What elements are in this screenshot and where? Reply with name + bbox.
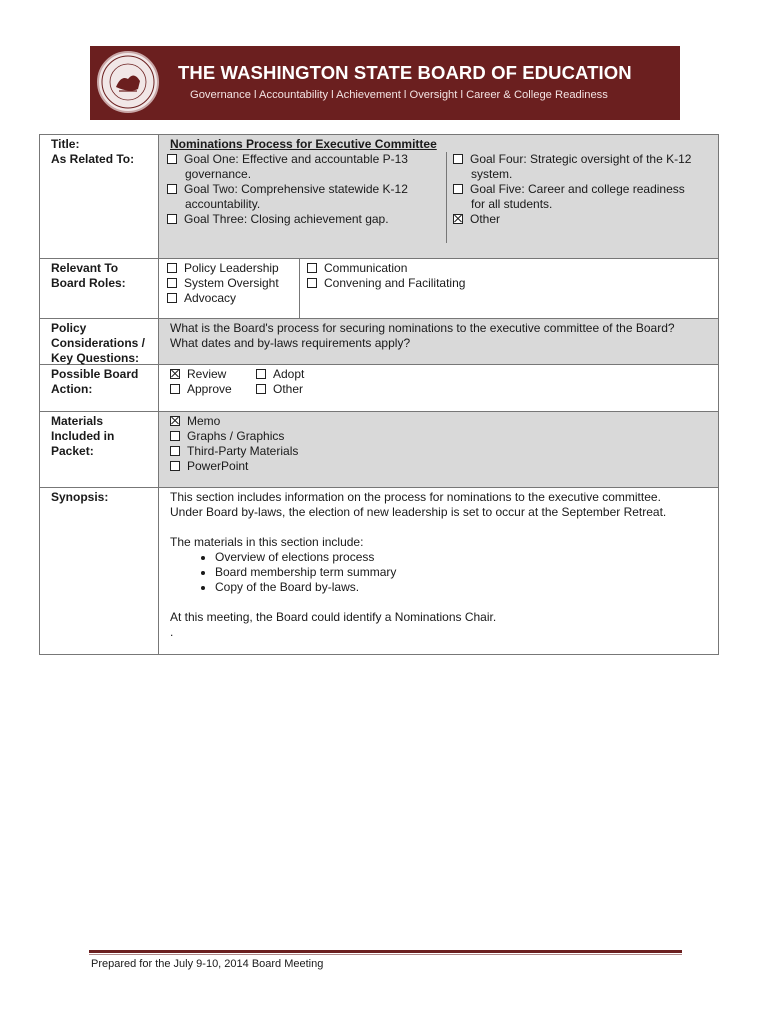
policy-question-2: What dates and by-laws requirements apply? xyxy=(170,336,411,350)
convening-checkbox[interactable] xyxy=(307,278,317,288)
goal-other-item: Other xyxy=(453,212,691,227)
state-board-seal-icon xyxy=(97,51,159,113)
materials-label: Materials xyxy=(51,414,104,428)
goals-right-column: Goal Four: Strategic oversight of the K-12 system. Goal Five: Career and college readiness for all students. Other xyxy=(447,152,691,243)
memo-checkbox[interactable] xyxy=(170,416,180,426)
adopt-checkbox[interactable] xyxy=(256,369,266,379)
header-title: THE WASHINGTON STATE BOARD OF EDUCATION xyxy=(178,62,632,83)
title-value: Nominations Process for Executive Committee xyxy=(170,137,437,151)
policy-question-1: What is the Board's process for securing nominations to the executive committee of the Board? xyxy=(170,321,675,335)
row-synopsis xyxy=(40,487,718,654)
role-advocacy: Advocacy xyxy=(167,291,299,306)
footer-text: Prepared for the July 9-10, 2014 Board Meeting xyxy=(91,958,324,970)
role-system-oversight: System Oversight xyxy=(167,276,299,291)
goals-left-column: Goal One: Effective and accountable P-13 governance. Goal Two: Comprehensive statewide K-12 accountability. Goal Three: Closing achievement gap. xyxy=(159,152,447,243)
material-graphs: Graphs / Graphics xyxy=(170,429,718,444)
action-adopt: Adopt xyxy=(256,367,304,382)
action-label: Possible Board xyxy=(51,367,139,381)
review-checkbox[interactable] xyxy=(170,369,180,379)
policy-label: Policy xyxy=(51,321,87,335)
system-oversight-checkbox[interactable] xyxy=(167,278,177,288)
goal-three-checkbox[interactable] xyxy=(167,214,177,224)
roles-label: Relevant To xyxy=(51,261,119,275)
material-memo: Memo xyxy=(170,414,718,429)
material-powerpoint: PowerPoint xyxy=(170,459,718,474)
powerpoint-checkbox[interactable] xyxy=(170,461,180,471)
synopsis-text: This section includes information on the process for nominations to the executive committee. Under Board by-laws, the election of new leadership is set to occur at the September Retreat. The materials in this section include: • Overview of elections process • Board membership term summary • Copy of the Board by-laws. At this meeting, the Board could identify a Nominations Chair. . xyxy=(159,488,718,654)
action-other: Other xyxy=(256,382,304,397)
footer-rule xyxy=(89,950,682,953)
approve-checkbox[interactable] xyxy=(170,384,180,394)
goal-two-checkbox[interactable] xyxy=(167,184,177,194)
list-item: • Overview of elections process xyxy=(215,550,718,565)
row-policy-considerations: Policy Considerations / Key Questions: What is the Board's process for securing nominations to the executive committee of the Board? What dates and by-laws requirements apply? xyxy=(40,318,718,364)
goal-four-checkbox[interactable] xyxy=(453,154,463,164)
action-review: Review xyxy=(170,367,256,382)
row-title-related xyxy=(40,135,718,258)
row-board-roles: Relevant To Board Roles: Policy Leadership System Oversight Advocacy Communication Convening and Facilitating xyxy=(40,258,718,318)
goal-four-item: Goal Four: Strategic oversight of the K-12 xyxy=(453,152,691,167)
roles-left-column xyxy=(159,259,300,318)
role-communication: Communication xyxy=(307,261,465,276)
header-banner xyxy=(90,46,680,120)
list-item: • Copy of the Board by-laws. xyxy=(215,580,718,595)
synopsis-materials-list xyxy=(170,550,718,595)
goal-one-item: Goal One: Effective and accountable P-13 xyxy=(167,152,446,167)
roles-right-column xyxy=(300,259,465,318)
title-label: Title: xyxy=(51,137,80,151)
cover-sheet-table xyxy=(39,134,719,655)
goal-three-item: Goal Three: Closing achievement gap. xyxy=(167,212,446,227)
advocacy-checkbox[interactable] xyxy=(167,293,177,303)
goal-two-item: Goal Two: Comprehensive statewide K-12 xyxy=(167,182,446,197)
communication-checkbox[interactable] xyxy=(307,263,317,273)
goal-five-item: Goal Five: Career and college readiness xyxy=(453,182,691,197)
other-action-checkbox[interactable] xyxy=(256,384,266,394)
graphs-checkbox[interactable] xyxy=(170,431,180,441)
role-policy-leadership: Policy Leadership xyxy=(167,261,299,276)
row-materials: Materials Included in Packet: Memo Graphs / Graphics Third-Party Materials PowerPoint xyxy=(40,411,718,487)
row-board-action: Possible Board Action: Review Approve Adopt Other xyxy=(40,364,718,411)
policy-leadership-checkbox[interactable] xyxy=(167,263,177,273)
list-item: • Board membership term summary xyxy=(215,565,718,580)
material-third-party: Third-Party Materials xyxy=(170,444,718,459)
third-party-checkbox[interactable] xyxy=(170,446,180,456)
goal-one-checkbox[interactable] xyxy=(167,154,177,164)
action-approve: Approve xyxy=(170,382,256,397)
goal-other-checkbox[interactable] xyxy=(453,214,463,224)
header-subtitle: Governance l Accountability l Achievement l Oversight l Career & College Readiness xyxy=(190,89,608,101)
goal-five-checkbox[interactable] xyxy=(453,184,463,194)
role-convening: Convening and Facilitating xyxy=(307,276,465,291)
footer-rule-thin xyxy=(89,954,682,955)
synopsis-label: Synopsis: xyxy=(51,490,109,504)
related-label: As Related To: xyxy=(51,152,135,166)
